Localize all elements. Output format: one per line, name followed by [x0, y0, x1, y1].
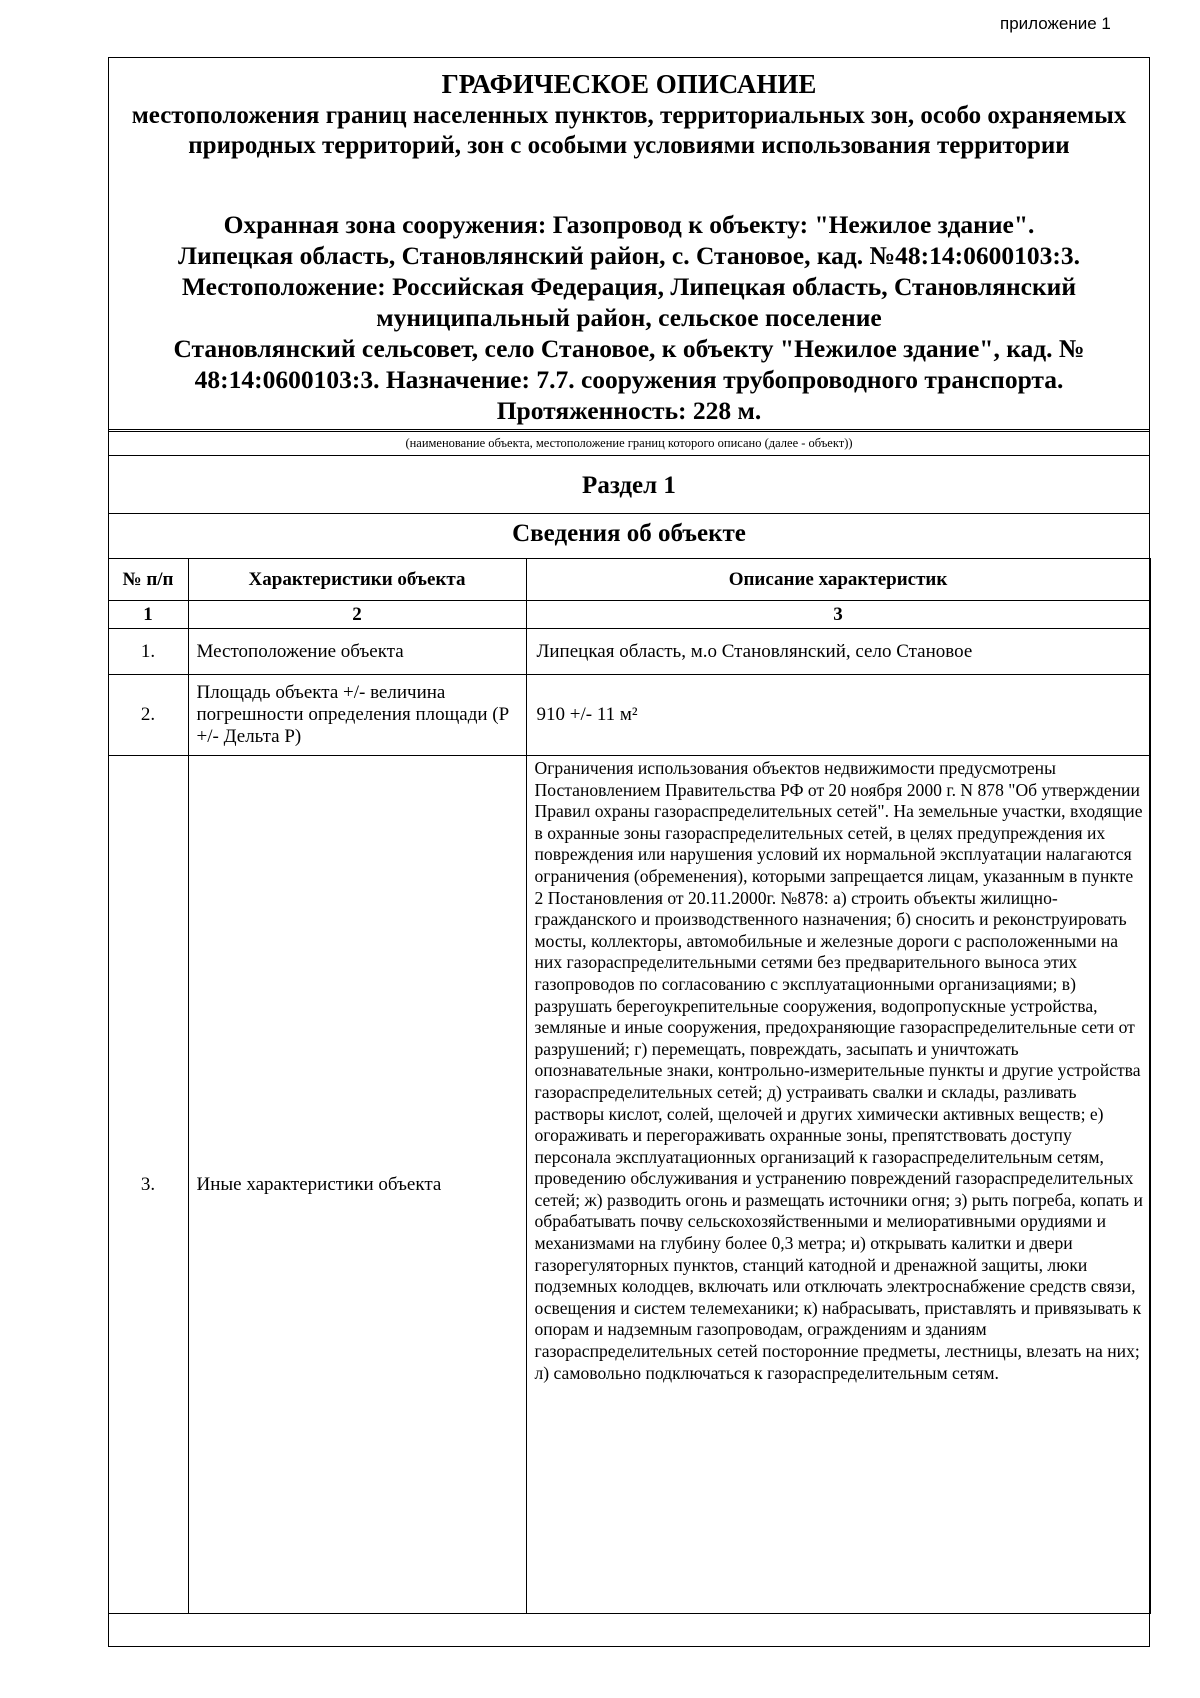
object-line: 48:14:0600103:3. Назначение: 7.7. сооружения трубопроводного транспорта.	[194, 365, 1064, 394]
document-frame	[108, 57, 1150, 1647]
table-row	[108, 629, 1150, 675]
column-number-row	[108, 601, 1150, 629]
appendix-label: приложение 1	[1000, 14, 1111, 33]
table-row	[108, 675, 1150, 756]
row-characteristic: Иные характеристики объекта	[188, 756, 526, 1614]
object-line: Липецкая область, Становлянский район, с. Становое, кад. №48:14:0600103:3.	[177, 241, 1081, 270]
divider	[109, 455, 1149, 456]
row-description: 910 +/- 11 м²	[526, 675, 1150, 756]
table-header-row	[108, 559, 1150, 601]
column-number: 1	[108, 601, 188, 629]
section-label: Раздел 1	[582, 472, 676, 499]
column-header: Характеристики объекта	[188, 559, 526, 601]
row-number: 3.	[108, 756, 188, 1614]
row-number: 2.	[108, 675, 188, 756]
section-title: Сведения об объекте	[512, 520, 746, 547]
divider	[109, 431, 1149, 432]
object-caption: (наименование объекта, местоположение границ которого описано (далее - объект))	[405, 436, 853, 450]
row-characteristic: Площадь объекта +/- величина погрешности определения площади (Р +/- Дельта Р)	[188, 675, 526, 756]
object-line: Местоположение: Российская Федерация, Липецкая область, Становлянский	[181, 272, 1077, 301]
document-subtitle: местоположения границ населенных пунктов, территориальных зон, особо охраняемых природных территорий, зон с особыми условиями использования территории	[131, 102, 1127, 159]
object-info-table	[108, 558, 1151, 1614]
row-description: Ограничения использования объектов недвижимости предусмотрены Постановлением Правительства РФ от 20 ноября 2000 г. N 878 "Об утверждении Правил охраны газораспределительных сетей". На земельные участки, входящие в охранные зоны газораспределительных сетей, в целях предупреждения их повреждения или нарушения условий их нормальной эксплуатации налагаются ограничения (обременения), которыми запрещается лицам, указанным в пункте 2 Постановления от 20.11.2000г. №878: а) строить объекты жилищно-гражданского и производственного назначения; б) сносить и реконструировать мосты, коллекторы, автомобильные и железные дороги с расположенными на них газораспределительными сетями без предварительного выноса этих газопроводов по согласованию с эксплуатационными организациями; в) разрушать берегоукрепительные сооружения, водопропускные устройства, земляные и иные сооружения, предохраняющие газораспределительные сети от разрушений; г) перемещать, повреждать, засыпать и уничтожать опознавательные знаки, контрольно-измерительные пункты и другие устройства газораспределительных сетей; д) устраивать свалки и склады, разливать растворы кислот, солей, щелочей и других химически активных веществ; е) огораживать и перегораживать охранные зоны, препятствовать доступу персонала эксплуатационных организаций к газораспределительным сетям, проведению обслуживания и устранению повреждений газораспределительных сетей; ж) разводить огонь и размещать источники огня; з) рыть погреба, копать и обрабатывать почву сельскохозяйственными и мелиоративными орудиями и механизмами на глубину более 0,3 метра; и) открывать калитки и двери газорегуляторных пунктов, станций катодной и дренажной защиты, люки подземных колодцев, включать или отключать электроснабжение средств связи, освещения и систем телемеханики; к) набрасывать, приставлять и привязывать к опорам и надземным газопроводам, ограждениям и зданиям газораспределительных сетей посторонние предметы, лестницы, влезать на них; л) самовольно подключаться к газораспределительным сетям.	[526, 756, 1150, 1614]
row-number: 1.	[108, 629, 188, 675]
object-line: муниципальный район, сельское поселение	[376, 303, 882, 332]
document-header	[109, 58, 1149, 431]
column-number: 2	[188, 601, 526, 629]
row-characteristic: Местоположение объекта	[188, 629, 526, 675]
object-description	[109, 209, 1149, 426]
document-title: ГРАФИЧЕСКОЕ ОПИСАНИЕ	[441, 69, 817, 99]
column-number: 3	[526, 601, 1150, 629]
column-header: Описание характеристик	[526, 559, 1150, 601]
divider	[109, 429, 1149, 430]
object-line: Протяженность: 228 м.	[496, 396, 762, 425]
row-description: Липецкая область, м.о Становлянский, село Становое	[526, 629, 1150, 675]
object-line: Становлянский сельсовет, село Становое, к объекту "Нежилое здание", кад. №	[173, 334, 1085, 363]
divider	[109, 513, 1149, 514]
object-line: Охранная зона сооружения: Газопровод к объекту: "Нежилое здание".	[223, 210, 1035, 239]
table-row	[108, 756, 1150, 1614]
column-header: № п/п	[108, 559, 188, 601]
